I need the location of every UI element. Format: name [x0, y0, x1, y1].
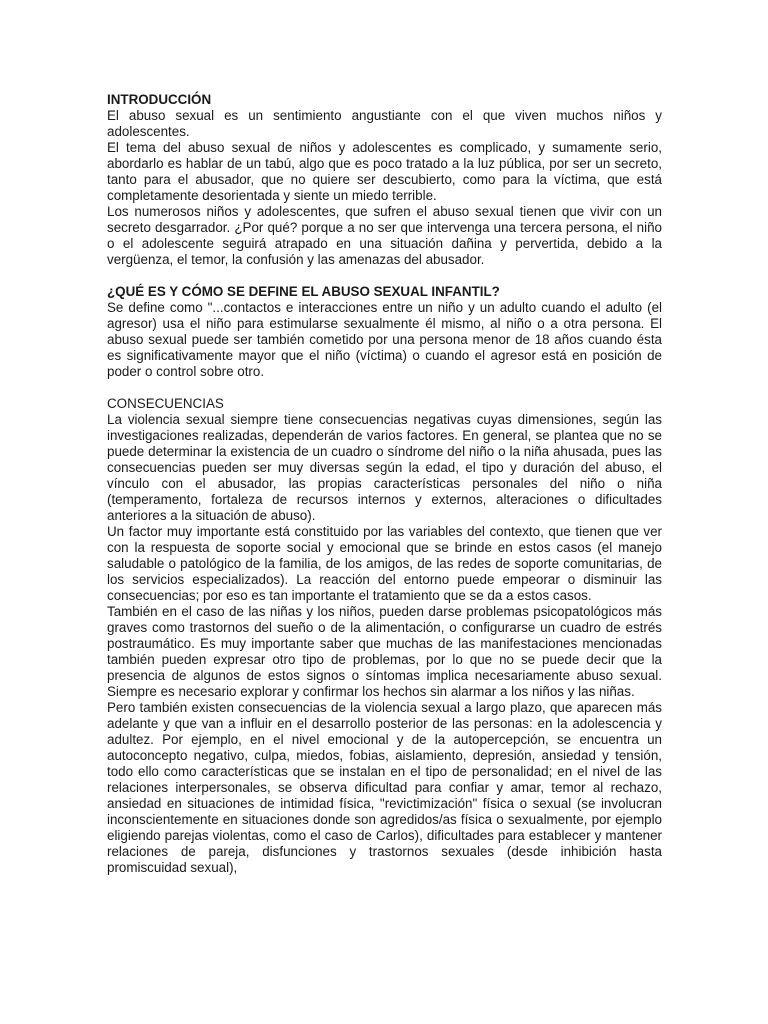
consequences-paragraph-1: La violencia sexual siempre tiene consecuencias negativas cuyas dimensiones, según las investigaciones realizadas, dependerán de varios factores. En general, se plantea que no se puede determinar la existencia de un cuadro o síndrome del niño o la niña ahusada, pues las consecuencias pueden ser muy diversas según la edad, el tipo y duración del abuso, el vínculo con el abusador, las propias características personales del niño o niña (temperamento, fortaleza de recursos internos y externos, alteraciones o dificultades anteriores a la situación de abuso). [107, 412, 662, 523]
definition-heading: ¿QUÉ ES Y CÓMO SE DEFINE EL ABUSO SEXUAL INFANTIL? [107, 284, 500, 299]
consequences-paragraph-2: Un factor muy importante está constituido por las variables del contexto, que tienen que ver con la respuesta de soporte social y emocional que se brinde en estos casos (el manejo saludable o patológico de la familia, de los amigos, de las redes de soporte comunitarias, de los servicios especializados). La reacción del entorno puede empeorar o disminuir las consecuencias; por eso es tan importante el tratamiento que se da a estos casos. [107, 524, 662, 603]
section-spacer [107, 380, 662, 396]
section-spacer [107, 268, 662, 284]
definition-paragraph-1: Se define como "...contactos e interacciones entre un niño y un adulto cuando el adulto (el agresor) usa el niño para estimularse sexualmente él mismo, al niño o a otra persona. El abuso sexual puede ser también cometido por una persona menor de 18 años cuando ésta es significativamente mayor que el niño (víctima) o cuando el agresor está en posición de poder o control sobre otro. [107, 300, 662, 379]
intro-paragraph-3: Los numerosos niños y adolescentes, que sufren el abuso sexual tienen que vivir con un secreto desgarrador. ¿Por qué? porque a no ser que intervenga una tercera persona, el niño o el adolescente seguirá atrapado en una situación dañina y pervertida, debido a la vergüenza, el temor, la confusión y las amenazas del abusador. [107, 204, 662, 267]
intro-heading: INTRODUCCIÓN [107, 92, 212, 107]
consequences-paragraph-4: Pero también existen consecuencias de la violencia sexual a largo plazo, que aparecen más adelante y que van a influir en el desarrollo posterior de las personas: en la adolescencia y adultez. Por ejemplo, en el nivel emocional y de la autopercepción, se encuentra un autoconcepto negativo, culpa, miedos, fobias, aislamiento, depresión, ansiedad y tensión, todo ello como características que se instalan en el tipo de personalidad; en el nivel de las relaciones interpersonales, se observa dificultad para confiar y amar, temor al rechazo, ansiedad en situaciones de intimidad física, "revictimización" física o sexual (se involucran inconscientemente en situaciones donde son agredidos/as física o sexualmente, por ejemplo eligiendo parejas violentas, como el caso de Carlos), dificultades para establecer y mantener relaciones de pareja, disfunciones y trastornos sexuales (desde inhibición hasta promiscuidad sexual), [107, 700, 662, 875]
consequences-paragraph-3: También en el caso de las niñas y los niños, pueden darse problemas psicopatológicos más graves como trastornos del sueño o de la alimentación, o configurarse un cuadro de estrés postraumático. Es muy importante saber que muchas de las manifestaciones mencionadas también pueden expresar otro tipo de problemas, por lo que no se puede decir que la presencia de algunos de estos signos o síntomas implica necesariamente abuso sexual. Siempre es necesario explorar y confirmar los hechos sin alarmar a los niños y las niñas. [107, 604, 662, 699]
consequences-heading: CONSECUENCIAS [107, 396, 224, 411]
intro-paragraph-2: El tema del abuso sexual de niños y adolescentes es complicado, y sumamente serio, abordarlo es hablar de un tabú, algo que es poco tratado a la luz pública, por ser un secreto, tanto para el abusador, que no quiere ser descubierto, como para la víctima, que está completamente desorientada y siente un miedo terrible. [107, 140, 662, 203]
document-page [107, 92, 662, 876]
intro-paragraph-1: El abuso sexual es un sentimiento angustiante con el que viven muchos niños y adolescentes. [107, 108, 662, 139]
